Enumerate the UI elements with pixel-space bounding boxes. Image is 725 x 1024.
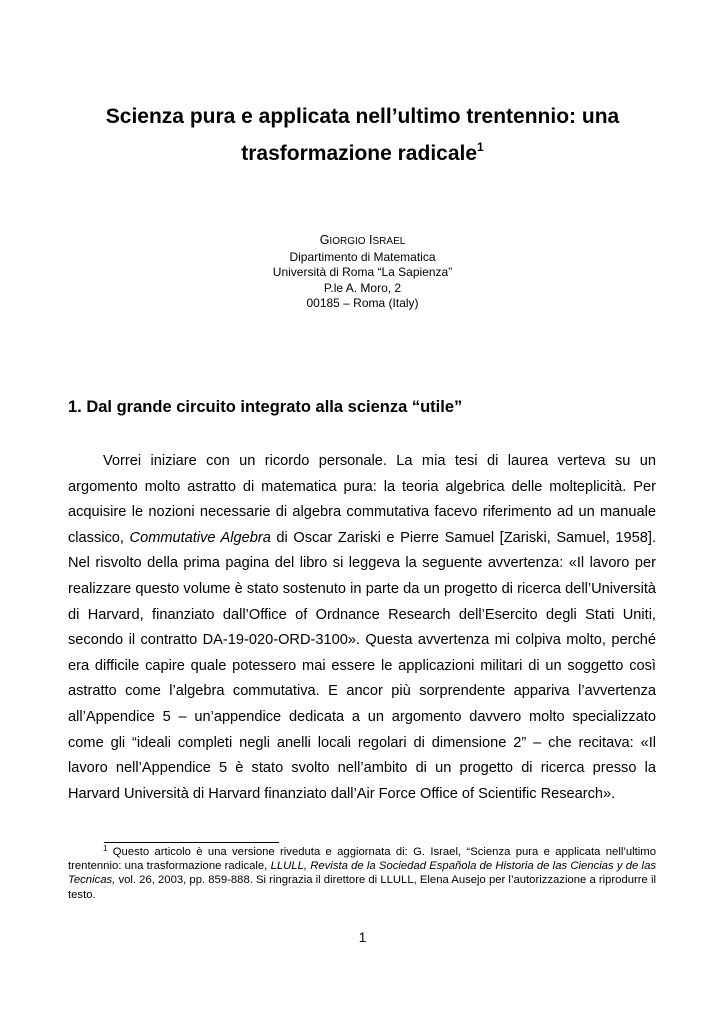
author-rest-2: SRAEL <box>372 236 406 247</box>
body-paragraph <box>68 449 656 807</box>
author-department: Dipartimento di Matematica <box>289 249 436 264</box>
book-title: Commutative Algebra <box>129 529 271 546</box>
author-rest-1: IORGIO <box>329 236 366 247</box>
page-number: 1 <box>358 930 367 945</box>
footnote-marker: 1 <box>103 844 108 853</box>
paragraph-text-2: di Oscar Zariski e Pierre Samuel [Zariski, Samuel, 1958]. Nel risvolto della prima pagina del libro si leggeva la seguente avvertenza: «Il lavoro per realizzare questo volume è stato sostenuto in parte da un progetto di ricerca dell’Università di Harvard, finanziato dall’Office of Ordnance Research dell’Esercito degli Stati Uniti, secondo il contratto DA-19-020-ORD-3100». Questa avvertenza mi colpiva molto, perché era difficile capire quale potessero mai essere le applicazioni militari di un soggetto così astratto come l’algebra commutativa. E ancor più sorprendente appariva l’avvertenza all’Appendice 5 – un’appendice dedicata a un argomento davvero molto specializzato come gli “ideali completi negli anelli locali regolari di dimensione 2” – che recitava: «Il lavoro nell’Appendice 5 è stato svolto nell’ambito di un progetto di ricerca presso la Harvard Università di Harvard finanziato dall’Air Force Office of Scientific Research». <box>68 529 657 802</box>
author-city: 00185 – Roma (Italy) <box>306 296 419 310</box>
author-name <box>200 233 525 250</box>
footnote-text-2: vol. 26, 2003, pp. 859-888. Si ringrazia il direttore di LLULL, Elena Ausejo per l’autorizzazione a riprodurre il testo. <box>68 874 656 901</box>
paragraph-text-1: Vorrei iniziare con un ricordo personale. La mia tesi di laurea verteva su un argomento molto astratto di matematica pura: la teoria algebrica delle molteplicità. Per acquisire le nozioni necessarie di algebra commutativa facevo riferimento ad un manuale classico, <box>68 453 656 546</box>
footnote-journal: LLULL, Revista de la Sociedad Española de Historia de las Ciencias y de las Tecnicas, <box>68 860 657 887</box>
author-block <box>200 233 525 312</box>
author-initial-1: G <box>319 233 330 247</box>
title-line-2-text: trasformazione radicale <box>241 142 478 165</box>
title-line-2 <box>60 135 665 172</box>
footnote <box>68 845 656 902</box>
author-initial-2: I <box>369 233 373 247</box>
section-heading: 1. Dal grande circuito integrato alla scienza “utile” <box>68 398 463 416</box>
footnote-divider <box>104 842 279 843</box>
author-university: Università di Roma “La Sapienza” <box>272 265 453 279</box>
author-address: P.le A. Moro, 2 <box>323 280 402 295</box>
footnote-text-1: Questo articolo è una versione riveduta e aggiornata di: G. Israel, “Scienza pura e applicata nell’ultimo trentennio: una trasformazione radicale, <box>68 846 656 873</box>
paper-title <box>60 98 665 172</box>
title-line-1: Scienza pura e applicata nell’ultimo trentennio: una <box>105 105 620 128</box>
title-footnote-marker[interactable]: 1 <box>477 140 484 154</box>
